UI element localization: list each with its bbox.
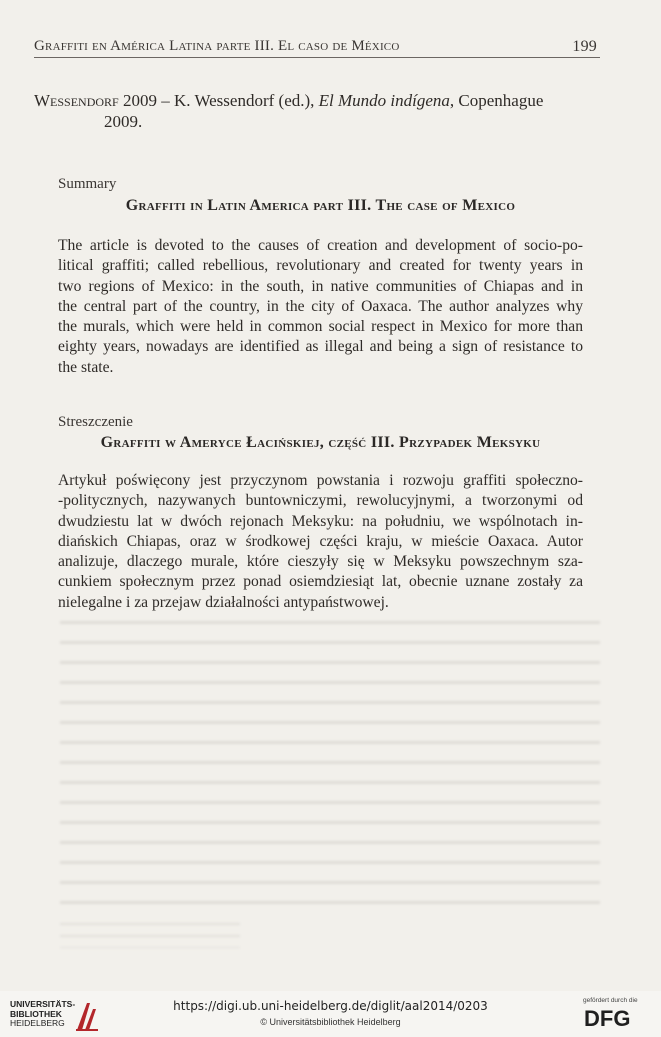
bibliography-title: El Mundo indígena xyxy=(318,91,450,110)
summary-line: eighty years, nowadays are identified as illegal and being a sign of resistance to xyxy=(58,338,583,356)
summary-line: the murals, which were held in common social respect in Mexico for more than xyxy=(58,318,583,336)
copyright-notice: © Universitätsbibliothek Heidelberg xyxy=(260,1017,401,1027)
permalink-url[interactable]: https://digi.ub.uni-heidelberg.de/diglit/aal2014/0203 xyxy=(173,999,488,1013)
summary-title: Graffiti in Latin America part III. The case of Mexico xyxy=(125,197,516,214)
bibliography-prefix: 2009 – K. Wessendorf (ed.), xyxy=(118,91,319,110)
streszczenie-paragraph xyxy=(58,471,583,613)
bibliography-entry xyxy=(34,90,600,132)
bleed-through-footnote xyxy=(60,918,240,948)
streszczenie-line: diańskich Chiapas, oraz w środkowej części kraju, w mieście Oaxaca. Autor xyxy=(58,532,583,550)
dfg-logo xyxy=(580,994,655,1036)
summary-line: the state. xyxy=(58,358,114,376)
streszczenie-line: cunkiem społecznym przez ponad osiemdziesiąt lat, obecnie uznane zostały za xyxy=(58,573,583,591)
streszczenie-line: Artykuł poświęcony jest przyczynom powstania i rozwoju graffiti społeczno- xyxy=(58,472,583,489)
streszczenie-line: nielegalne i za przejaw działalności antypaństwowej. xyxy=(58,593,389,611)
streszczenie-label: Streszczenie xyxy=(58,414,133,430)
page-number: 199 xyxy=(572,38,597,55)
bibliography-author: Wessendorf xyxy=(34,91,119,110)
bibliography-suffix: , Copenhague xyxy=(449,91,544,110)
streszczenie-line: -politycznych, nazywanych buntowniczymi, rewolucyjnymi, a tworzonymi od xyxy=(58,492,583,510)
running-head xyxy=(34,38,599,55)
streszczenie-line: dwudziestu lat w dwóch rejonach Meksyku: na południu, we wspólnotach in- xyxy=(58,512,583,530)
summary-line: the central part of the country, in the city of Oaxaca. The author analyzes why xyxy=(58,297,583,315)
summary-label: Summary xyxy=(58,176,117,192)
library-name-line-2: BIBLIOTHEK xyxy=(10,1008,62,1019)
streszczenie-line: analizuje, dlaczego murale, które cieszyły się w Meksyku powszechnym sza- xyxy=(58,553,583,571)
summary-paragraph xyxy=(58,236,583,378)
funder-note: gefördert durch die xyxy=(583,997,638,1004)
bibliography-line-1 xyxy=(34,90,600,111)
streszczenie-title: Graffiti w Ameryce Łacińskiej, część III. Przypadek Meksyku xyxy=(100,434,541,451)
running-head-title: Graffiti en América Latina parte III. El caso de México xyxy=(34,38,400,54)
bleed-through-text xyxy=(60,612,600,912)
bibliography-line-2: 2009. xyxy=(104,112,143,131)
library-name-line-1: UNIVERSITÄTS- xyxy=(10,999,76,1009)
digitization-footer xyxy=(0,991,661,1037)
summary-line: litical graffiti; called rebellious, revolutionary and created for twenty years in xyxy=(58,257,583,275)
funder-name: DFG xyxy=(584,1006,631,1031)
summary-line: two regions of Mexico: in the south, in native communities of Chiapas and in xyxy=(58,277,583,295)
library-name-line-3: HEIDELBERG xyxy=(10,1018,65,1028)
header-rule xyxy=(34,57,600,58)
summary-line: The article is devoted to the causes of creation and development of socio-po- xyxy=(58,237,583,254)
